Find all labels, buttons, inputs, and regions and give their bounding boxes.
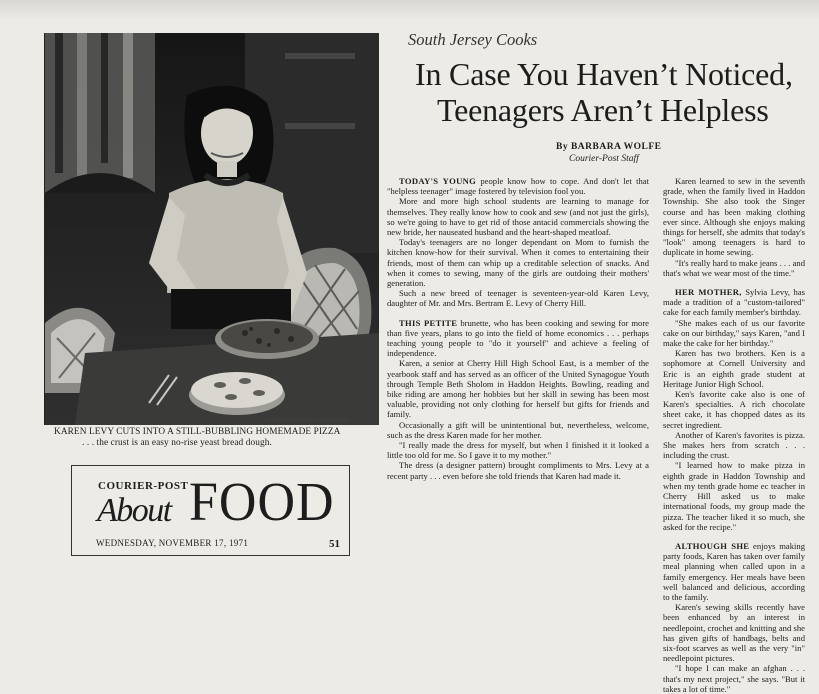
headline-line-2: Teenagers Aren’t Helpless: [437, 92, 769, 128]
paragraph-text: Karen has two brothers. Ken is a sophomore at Cornell University and Eric is an eighth grade student at Heritage Junior High School.: [663, 348, 805, 389]
article-paragraph: [387, 237, 649, 288]
byline-staff: Courier-Post Staff: [569, 154, 639, 164]
paragraph-lead-in: HER MOTHER,: [675, 287, 742, 298]
article-paragraph: [663, 663, 805, 694]
caption-line-1: KAREN LEVY CUTS INTO A STILL-BUBBLING HOMEMADE PIZZA: [54, 427, 341, 437]
article-paragraph: [663, 541, 805, 602]
paragraph-lead-in: THIS PETITE: [399, 317, 458, 328]
photo-caption: [54, 427, 384, 449]
paragraph-text: Ken's favorite cake also is one of Karen's specialties. A rich chocolate sheet cake, it has chopped dates as its secret ingredient.: [663, 389, 805, 430]
paragraph-text: "I really made the dress for myself, but when I finished it it looked a little too old for me. So I gave it to my mother.": [387, 440, 649, 461]
article-paragraph: [387, 196, 649, 237]
page-top-edge: [0, 0, 819, 20]
paragraph-text: people know how to cope. And don't let that "helpless teenager" image fostered by television fool you.: [387, 176, 649, 197]
article-paragraph: [663, 602, 805, 663]
plates-stack: [189, 372, 285, 415]
article-paragraph: [387, 176, 649, 196]
section-masthead: [71, 465, 350, 556]
paragraph-text: "It's really hard to make jeans . . . and that's what we wear most of the time.": [663, 257, 805, 278]
paragraph-text: Karen's sewing skills recently have been enhanced by an interest in needlepoint, crochet and knitting and she has given gifts of handbags, belts and six-foot scarves as well as the very "in" needlepoint pictures.: [663, 602, 805, 664]
article-paragraph: [663, 430, 805, 461]
article-paragraph: [663, 176, 805, 258]
paragraph-text: brunette, who has been cooking and sewing for more than five years, plans to go into the field of home economics . . . perhaps teaching young people to "do it yourself" and achieve a feeling of independence.: [387, 317, 649, 359]
photo-illustration: [45, 33, 379, 425]
paragraph-text: "She makes each of us our favorite cake on our birthday," says Karen, "and I make the cake for her birthday.": [663, 317, 805, 349]
paragraph-text: "I hope I can make an afghan . . . that's my next project," she says. "But it takes a lot of time.": [663, 663, 805, 694]
photo-credit: —Courier-Post Photos by Sam Kushner: [262, 417, 350, 423]
headline-line-1: In Case You Haven’t Noticed,: [415, 56, 793, 92]
section-kicker: South Jersey Cooks: [408, 30, 538, 49]
paragraph-text: Sylvia Levy, has made a tradition of a "custom-tailored" cake for each family member's birthday.: [663, 287, 805, 318]
paragraph-text: enjoys making party foods, Karen has taken over family meal planning when called upon in a family emergency. Her meals have been well balanced and delicious, according to the family.: [663, 540, 805, 602]
paragraph-text: Another of Karen's favorites is pizza. She makes hers from scratch . . . including the crust.: [663, 429, 805, 461]
byline: By BARBARA WOLFE: [556, 142, 662, 152]
article-paragraph: [663, 318, 805, 349]
article-paragraph: [387, 318, 649, 359]
article-paragraph: [663, 258, 805, 278]
masthead-date: WEDNESDAY, NOVEMBER 17, 1971: [96, 538, 249, 548]
paragraph-text: Karen, a senior at Cherry Hill High School East, is a member of the yearbook staff and has served as an officer of the United Synagogue Youth through Temple Beth Sholom in Haddon Heights. Bowling, reading and bike riding are among her hobbies but her skill in sewing has been most valuable, providing not only clothing for herself but gifts for friends and family.: [387, 358, 649, 420]
caption-line-2: . . . the crust is an easy no-rise yeast bread dough.: [82, 438, 272, 448]
paragraph-lead-in: ALTHOUGH SHE: [675, 540, 750, 551]
paragraph-lead-in: TODAY'S YOUNG: [399, 176, 477, 186]
masthead-food: FOOD: [189, 472, 335, 533]
article-paragraph: [387, 358, 649, 419]
page-number: 51: [329, 538, 340, 550]
masthead-about: About: [97, 492, 171, 529]
article-paragraph: [663, 389, 805, 430]
article-paragraph: [387, 460, 649, 480]
paragraph-text: The dress (a designer pattern) brought compliments to Mrs. Levy at a recent party . . . even before she told friends that Karen had made it.: [387, 460, 649, 481]
article-paragraph: [387, 288, 649, 308]
curtain: [45, 33, 155, 193]
article-paragraph: [663, 287, 805, 318]
paragraph-text: Today's teenagers are no longer dependant on Mom to furnish the kitchen know-how for their survival. When it comes to entertaining their friends, most of them can whip up a creditable selection of snacks. And when it comes to sewing, many of the girls are outdoing their mothers' generation.: [387, 237, 649, 289]
article-paragraph: [387, 440, 649, 460]
article-paragraph: [663, 460, 805, 531]
article-paragraph: [663, 348, 805, 389]
article-column-1: [387, 176, 649, 481]
paragraph-text: "I learned how to make pizza in eighth grade in Haddon Township and when my tenth grade home ec teacher in Cherry Hill asked us to make international foods, my group made the pizza. The teacher liked it so much, she asked for the recipe.": [663, 460, 805, 532]
pizza: [215, 319, 319, 359]
paragraph-text: More and more high school students are learning to manage for themselves. They really know how to cook and sew (and not just the girls), so we're going to have to get rid of those antacid commercials showing the new bride, her nauseated husband and the heart-shaped meatloaf.: [387, 196, 649, 238]
article-column-2: [663, 176, 805, 694]
paragraph-text: Karen learned to sew in the seventh grade, when the family lived in Haddon Township. She also took the Singer course and has been making clothing ever since. Although she enjoys making things for herself, she admits that today's "look" among teenagers is hard to duplicate in home sewing.: [663, 176, 805, 258]
masthead-paper-name: COURIER-POST: [98, 480, 189, 492]
article-paragraph: [387, 420, 649, 440]
paragraph-text: Such a new breed of teenager is seventeen-year-old Karen Levy, daughter of Mr. and Mrs. Bertram E. Levy of Cherry Hill.: [387, 288, 649, 309]
paragraph-text: Occasionally a gift will be unintentional but, nevertheless, welcome, such as the dress Karen made for her mother.: [387, 419, 649, 440]
photo-karen-levy-pizza: [44, 33, 379, 425]
